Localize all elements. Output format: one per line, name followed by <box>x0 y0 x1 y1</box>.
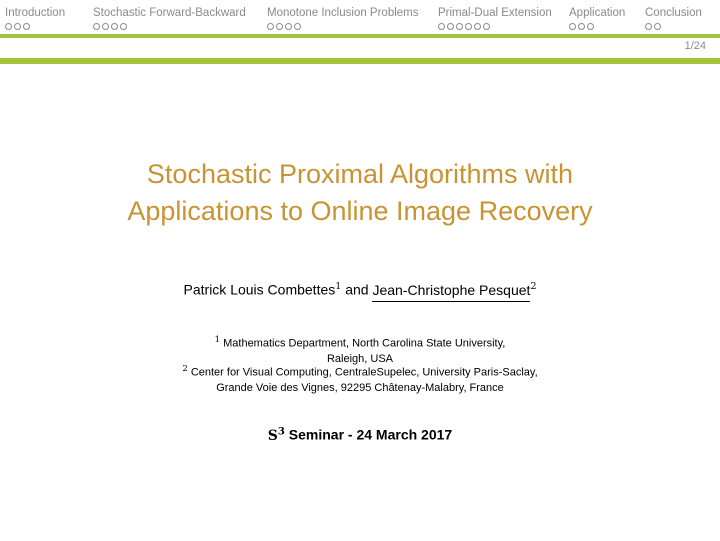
nav-section-stochastic-forward-backward[interactable] <box>93 7 246 33</box>
author-list <box>0 281 720 298</box>
nav-progress-dots <box>267 23 419 30</box>
nav-progress-dots <box>5 23 65 30</box>
seminar-date: Seminar - 24 March 2017 <box>288 426 453 443</box>
nav-progress-dots <box>569 23 625 30</box>
slide-dot[interactable] <box>93 23 100 30</box>
slide-dot[interactable] <box>14 23 21 30</box>
nav-section-introduction[interactable] <box>5 7 65 33</box>
affiliation-line: Mathematics Department, North Carolina State University, <box>223 337 506 350</box>
presentation-title <box>0 156 720 230</box>
slide-dot[interactable] <box>569 23 576 30</box>
nav-section-application[interactable] <box>569 7 625 33</box>
affiliation-line: Grande Voie des Vignes, 92295 Châtenay-Malabry, France <box>216 381 504 394</box>
affiliation-mark: 1 <box>214 335 221 345</box>
navigation-bar <box>0 0 720 34</box>
nav-label[interactable]: Primal-Dual Extension <box>438 7 552 19</box>
affiliation-2 <box>0 362 720 396</box>
nav-label[interactable]: Monotone Inclusion Problems <box>267 7 419 19</box>
slide-dot[interactable] <box>294 23 301 30</box>
slide-dot[interactable] <box>645 23 652 30</box>
slide-dot[interactable] <box>654 23 661 30</box>
nav-label[interactable]: Application <box>569 7 626 19</box>
slide-dot[interactable] <box>474 23 481 30</box>
slide-dot[interactable] <box>5 23 12 30</box>
affiliation-mark: 2 <box>182 364 188 374</box>
title-line-2: Applications to Online Image Recovery <box>127 196 593 226</box>
nav-label[interactable]: Introduction <box>5 7 66 19</box>
slide-dot[interactable] <box>285 23 292 30</box>
slide-dot[interactable] <box>276 23 283 30</box>
author-affiliation-mark: 2 <box>530 281 537 292</box>
seminar-logo-text: $S^3$ <box>267 426 285 444</box>
slide-dot[interactable] <box>120 23 127 30</box>
slide-dot[interactable] <box>438 23 445 30</box>
page-number: 1/24 <box>684 40 706 52</box>
title-line-1: Stochastic Proximal Algorithms with <box>146 159 574 189</box>
author-affiliation-mark: 1 <box>335 281 342 292</box>
seminar-info <box>0 426 720 444</box>
nav-section-monotone-inclusion[interactable] <box>267 7 419 33</box>
author-connector: and <box>345 281 369 298</box>
header-accent-bar <box>0 34 720 38</box>
slide-dot[interactable] <box>102 23 109 30</box>
slide-dot[interactable] <box>578 23 585 30</box>
affiliation-line: Center for Visual Computing, CentraleSupelec, University Paris-Saclay, <box>190 366 538 379</box>
slide-dot[interactable] <box>111 23 118 30</box>
nav-progress-dots <box>93 23 246 30</box>
affiliation-line: Raleigh, USA <box>326 352 394 365</box>
nav-label[interactable]: Conclusion <box>645 7 702 19</box>
author-combettes: Patrick Louis Combettes <box>183 281 336 298</box>
nav-section-conclusion[interactable] <box>645 7 702 33</box>
nav-section-primal-dual[interactable] <box>438 7 552 33</box>
slide-dot[interactable] <box>23 23 30 30</box>
nav-progress-dots <box>645 23 702 30</box>
slide-dot[interactable] <box>267 23 274 30</box>
nav-progress-dots <box>438 23 552 30</box>
nav-label[interactable]: Stochastic Forward-Backward <box>93 7 246 19</box>
author-pesquet: Jean-Christophe Pesquet <box>372 282 530 302</box>
slide-dot[interactable] <box>447 23 454 30</box>
slide-dot[interactable] <box>456 23 463 30</box>
header-rule <box>0 58 720 64</box>
slide-dot[interactable] <box>587 23 594 30</box>
slide-dot[interactable] <box>483 23 490 30</box>
slide-dot[interactable] <box>465 23 472 30</box>
